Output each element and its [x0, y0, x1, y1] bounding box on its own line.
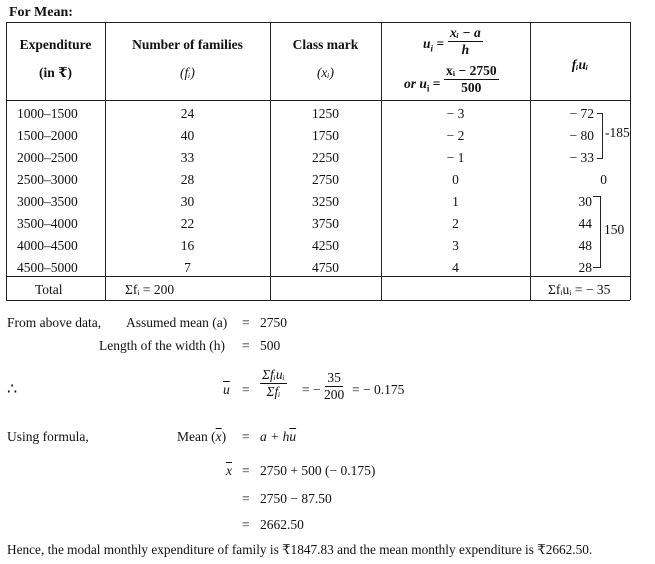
- fraction-numerator: Σfᵢuᵢ: [260, 368, 287, 384]
- u-bar-fraction-2: [322, 371, 346, 402]
- cell-u: 3: [452, 238, 459, 253]
- table-top-border: [6, 22, 630, 23]
- header-ui2-denominator: 500: [461, 80, 482, 96]
- u-bar-fraction: [260, 368, 287, 399]
- cell-fu: 0: [600, 172, 607, 187]
- fraction-denominator: Σfᵢ: [266, 384, 281, 400]
- cell-frequency: 22: [180, 216, 195, 231]
- cell-fu: − 72: [569, 106, 594, 121]
- x-bar-symbol: $\overline{x}$: [226, 463, 232, 478]
- equals-sign: =: [242, 463, 250, 478]
- bracket-negative-label: -185: [605, 125, 630, 140]
- cell-interval: 1000–1500: [17, 106, 78, 121]
- cell-u: − 3: [446, 106, 465, 121]
- total-label: Total: [35, 282, 63, 297]
- mean-formula-rhs: $a + h\overline{u}$: [260, 429, 297, 444]
- cell-fu: 30: [578, 194, 592, 209]
- cell-classmark: 1250: [312, 106, 339, 121]
- cell-u: 1: [452, 194, 459, 209]
- cell-u: 4: [452, 260, 459, 275]
- header-ui2-fraction: [444, 64, 499, 95]
- cell-interval: 1500–2000: [17, 128, 78, 143]
- cell-frequency: 24: [180, 106, 195, 121]
- equals-sign: =: [242, 429, 250, 444]
- header-expenditure-unit: (in ₹): [38, 65, 73, 80]
- cell-frequency: 28: [180, 172, 195, 187]
- cell-u: − 2: [446, 128, 465, 143]
- cell-fu: − 80: [569, 128, 594, 143]
- u-bar-result: = − 0.175: [352, 382, 405, 397]
- cell-frequency: 40: [180, 128, 195, 143]
- header-expenditure: Expenditure: [19, 37, 92, 52]
- equals-sign: =: [242, 315, 250, 330]
- cell-classmark: 3250: [312, 194, 339, 209]
- cell-interval: 3000–3500: [17, 194, 78, 209]
- positive-sum-bracket: [593, 196, 601, 268]
- header-ui2-lhs: or $u_i$ =: [404, 76, 441, 94]
- cell-interval: 2000–2500: [17, 150, 78, 165]
- equals-sign: =: [242, 382, 250, 397]
- calc-step-3: 2662.50: [260, 517, 304, 532]
- cell-u: 0: [452, 172, 459, 187]
- table-header-divider: [6, 100, 630, 101]
- cell-frequency: 30: [180, 194, 195, 209]
- sum-frequency: Σfᵢ = 200: [125, 282, 175, 297]
- bracket-positive-label: 150: [604, 222, 625, 237]
- cell-interval: 4000–4500: [17, 238, 78, 253]
- fraction-numerator: 35: [325, 371, 343, 387]
- cell-interval: 2500–3000: [17, 172, 78, 187]
- table-bottom-border: [6, 300, 630, 301]
- equals-sign: =: [242, 338, 250, 353]
- cell-u: 2: [452, 216, 459, 231]
- header-ui2-numerator: xᵢ − 2750: [444, 64, 499, 80]
- table-total-divider: [6, 276, 630, 277]
- cell-interval: 3500–4000: [17, 216, 78, 231]
- cell-interval: 4500–5000: [17, 260, 78, 275]
- width-label: Length of the width (h): [99, 338, 225, 353]
- cell-fu: 48: [578, 238, 592, 253]
- header-fiui: fᵢuᵢ: [571, 57, 589, 72]
- cell-fu: 28: [578, 260, 592, 275]
- u-bar-symbol: $\overline{u}$: [223, 382, 230, 397]
- conclusion-text: Hence, the modal monthly expenditure of family is ₹1847.83 and the mean monthly expenditure is ₹2662.50.: [7, 542, 593, 557]
- header-classmark-symbol: (xᵢ): [316, 65, 335, 80]
- calc-step-2: 2750 − 87.50: [260, 491, 332, 506]
- fraction2-prefix: = −: [302, 382, 321, 397]
- therefore-symbol: ∴: [7, 381, 18, 398]
- header-ui-denominator: h: [461, 42, 470, 58]
- negative-sum-bracket: [597, 113, 603, 159]
- cell-frequency: 33: [180, 150, 195, 165]
- calc-step-1: 2750 + 500 (− 0.175): [260, 463, 376, 478]
- fraction-denominator: 200: [324, 387, 345, 403]
- cell-classmark: 1750: [312, 128, 339, 143]
- width-value: 500: [260, 338, 281, 353]
- header-families: Number of families: [132, 37, 243, 52]
- cell-u: − 1: [446, 150, 465, 165]
- cell-classmark: 2750: [312, 172, 339, 187]
- cell-classmark: 4750: [312, 260, 339, 275]
- assumed-mean-label: Assumed mean (a): [126, 315, 228, 330]
- cell-classmark: 4250: [312, 238, 339, 253]
- table-col-border: [6, 22, 7, 300]
- table-col-border: [630, 22, 631, 300]
- header-families-symbol: (fᵢ): [180, 65, 195, 80]
- assumed-mean-value: 2750: [260, 315, 287, 330]
- from-above-text: From above data,: [7, 315, 102, 330]
- header-classmark: Class mark: [292, 37, 359, 52]
- using-formula-text: Using formula,: [7, 429, 89, 444]
- cell-fu: 44: [578, 216, 592, 231]
- cell-fu: − 33: [569, 150, 594, 165]
- header-ui-lhs: $u_i$ =: [423, 36, 445, 54]
- cell-classmark: 3750: [312, 216, 339, 231]
- header-ui-numerator: xᵢ − a: [448, 26, 483, 42]
- cell-frequency: 7: [184, 260, 191, 275]
- equals-sign: =: [242, 517, 250, 532]
- sum-fu: Σfᵢuᵢ = − 35: [548, 282, 611, 297]
- header-ui-fraction: [448, 26, 483, 57]
- cell-classmark: 2250: [312, 150, 339, 165]
- cell-frequency: 16: [180, 238, 195, 253]
- mean-formula-lhs: Mean $(\overline{x})$: [177, 429, 227, 444]
- equals-sign: =: [242, 491, 250, 506]
- section-title: For Mean:: [9, 5, 73, 20]
